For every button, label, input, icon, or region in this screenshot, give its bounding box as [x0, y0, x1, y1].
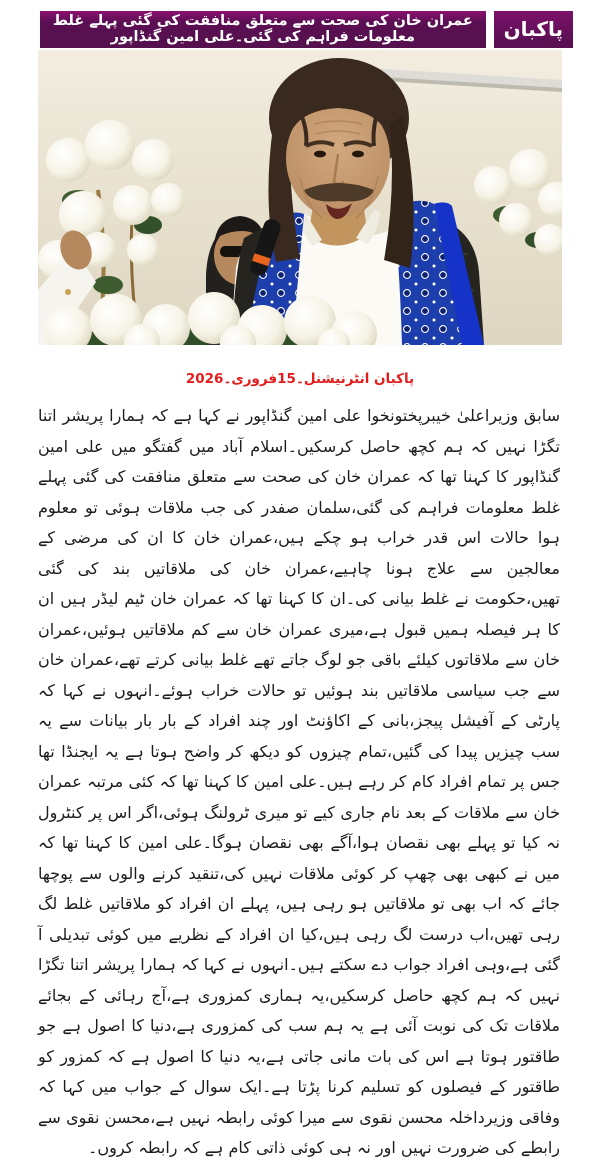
article-text: سابق وزیراعلیٰ خیبرپختونخوا علی امین گنڈاپور نے کہا ہے کہ ہمارا پریشر اتنا تگڑا نہیں کہ ہم کچھ حاصل کرسکیں۔اسلام آباد میں گفتگو میں علی امین گنڈاپور کا کہنا تھا کہ عمران خان کی صحت سے متعلق منافقت کی گئی پہلے غلط معلومات فراہم کی گئی،سلمان صفدر کی جب ملاقات ہوئی تو معلوم ہوا حالات اس قدر خراب ہو چکے ہیں،عمران خان کا ان کی مرضی کے معالجین سے علاج ہونا چاہیے،عمران خان کی ملاقاتیں بند کی گئی تھیں،حکومت نے غلط بیانی کی۔ان کا کہنا تھا کہ عمران خان ٹیم لیڈر ہیں ان کا ہر فیصلہ ہمیں قبول ہے،میری عمران خان سے کم ملاقاتیں ہوئیں،عمران خان سے ملاقاتوں کیلئے باقی جو لوگ جاتے تھے غلط بیانی کرتے تھے،عمران خان سے جب سیاسی ملاقاتیں بند ہوئیں تو حالات خراب ہوئے۔انہوں نے کہا کہ پارٹی کے آفیشل پیجز،بانی کے اکاؤنٹ اور چند افراد کے بار بار بیانات سے یہ سب چیزیں پیدا کی گئیں،تمام چیزوں کو دیکھ کر واضح ہوتا ہے یہ ایجنڈا تھا جس پر تمام افراد کام کر رہے ہیں۔علی امین کا کہنا تھا کہ کئی مرتبہ عمران خان سے ملاقات کے بعد نام جاری کیے تو میری ٹرولنگ ہوئی،اگر اس پر کنٹرول نہ کیا تو پہلے بھی نقصان ہوا،آگے بھی نقصان ہوگا۔علی امین کا کہنا تھا کہ میں نے کبھی بھی چھپ کر کوئی ملاقات نہیں کی،تنقید کرنے والوں سے پوچھا جائے کہ اب بھی تو ملاقاتیں ہو رہی ہیں، پہلے ان افراد کو ملاقاتیں غلط لگ رہی تھیں،اب درست لگ رہی ہیں،کیا ان افراد کے نظریے میں کوئی تبدیلی آ گئی ہے،وہی افراد جواب دے سکتے ہیں۔انہوں نے کہا کہ ہمارا پریشر اتنا تگڑا نہیں کہ ہم کچھ حاصل کرسکیں،یہ ہماری کمزوری ہے،آج رہائی کے بجائے ملاقات تک کی نوبت آئی ہے یہ ہم سب کی کمزوری ہے،دنیا کا اصول ہے جو طاقتور ہوتا ہے اس کی بات مانی جاتی ہے،یہ دنیا کا اصول ہے کہ کمزور کو طاقتور کے فیصلوں کو تسلیم کرنا پڑتا ہے۔ایک سوال کے جواب میں کہا کہ وفاقی وزیرداخلہ محسن نقوی سے میرا کوئی رابطہ نہیں ہے،محسن نقوی سے رابطے کی ضرورت نہیں اور نہ ہی کوئی ذاتی کام ہے کہ رابطہ کروں۔: [38, 406, 560, 1157]
dateline: [0, 371, 600, 387]
article-photo: [38, 50, 562, 345]
headline-bar: [40, 11, 486, 48]
article-body: [38, 401, 560, 1164]
pakban-logo[interactable]: پاکبان: [494, 11, 573, 48]
headline-text: عمران خان کی صحت سے متعلق منافقت کی گئی پہلے غلط معلومات فراہم کی گئی۔علی امین گنڈاپور: [52, 12, 473, 45]
dateline-text: پاکبان انٹرنیشنل۔15فروری۔2026: [185, 371, 415, 387]
masthead: [40, 11, 573, 48]
photo-illustration: [38, 50, 562, 345]
